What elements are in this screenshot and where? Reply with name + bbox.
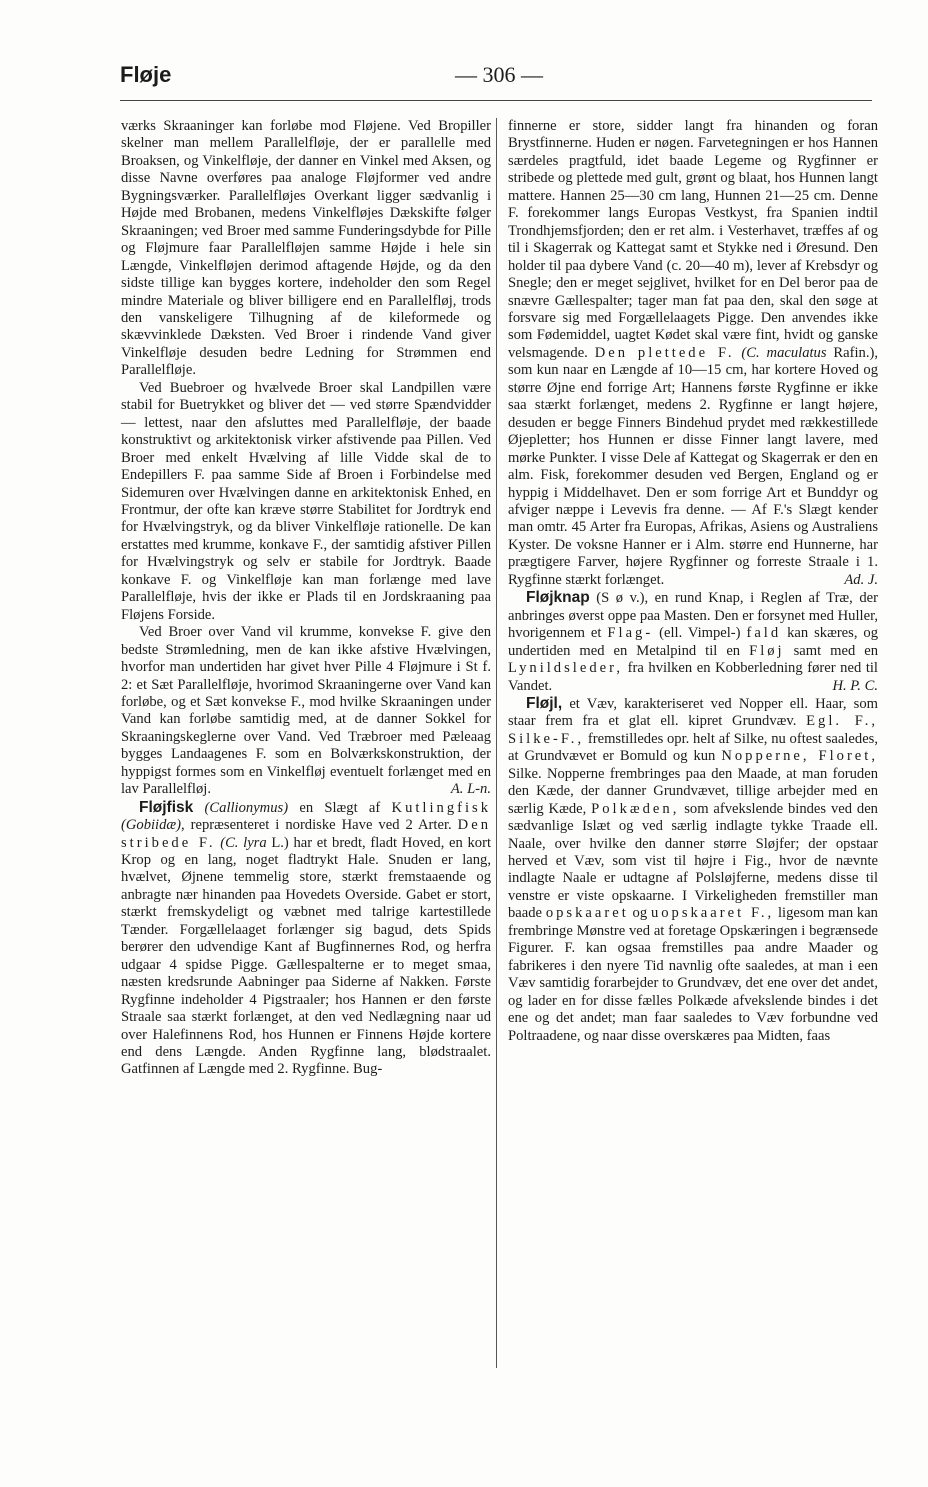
- author-signature: Ad. J.: [844, 571, 878, 588]
- entry-text: (ell. Vimpel-): [659, 625, 741, 642]
- paragraph-text: Rafin.), som kun naar en Længde af 10—15 cm, har kortere Hoved og større Øjne end forrige Art; Hannens første Rygfinne er ikke saa stærkt forlænget, medens 2. Rygfinne er langt højere, desuden er begge Finners Bindehud prydet med rækkestillede Øjepletter; hos Hunnen er disse Finner langt lavere, med mørke Punkter. I visse Dele af Kattegat og Skagerrak er den en alm. Fisk, forekommer desuden ved Bergen, England og er hyppig i Middelhavet. Den er som forrige Art et Bunddyr og afviger næppe i Levevis fra denne. — Af F.'s Slægt kender man omtr. 45 Arter fra Europas, Afrikas, Asiens og Australiens Kyster. De voksne Hanner er i Alm. større end Hunnerne, har prægtigere Farver, højere Rygfinner og forreste Straale i 1. Rygfinne stærkt forlænget.: [508, 344, 878, 588]
- paragraph: Ved Buebroer og hvælvede Broer skal Landpillen være stabil for Buetrykket og bliver det — ved større Spændvidder — lettest, naar den afsluttes med Parallelfløje, der baade konstruktivt og arkitektonisk virker afstivende paa Pillen. Ved Broer med enkelt Hvælving af lille Vidde skal de to Endepillers F. paa samme Side af Broen i Forbindelse med Sidemuren over Hvælvingen danne en arkitektonisk Enhed, en Frontmur, der ofte kan kræve større Stabilitet for Jordtryk end for Hvælvingstryk, og da bliver Vinkelfløje rationelle. De kan erstattes med krumme, konkave F., der samtidig afstiver Pillen for Hvælvingstryk og selv er stabile for Jordtryk. Baade konkave F. og Vinkelfløje kan man forlænge med lave Parallelfløje, hvis der ikke er Plads til en Jordskraaning paa Fløjens Forside.: [121, 379, 491, 623]
- latin-name: (C. maculatus: [741, 344, 827, 361]
- spaced-term: Nopperne, Floret,: [721, 748, 878, 765]
- page-number: — 306 —: [455, 62, 543, 87]
- entry-text: et Væv, karakteriseret ved Nopper ell. Haar, som staar frem fra et glat ell. kipret Grundvæv.: [508, 695, 878, 730]
- entry-text: Silke. Nopperne frembringes paa den Maade, at man foruden den Kæde, der danner Grundvævet, tillige arbejder med en særlig Kæde,: [508, 765, 878, 817]
- author-signature: H. P. C.: [832, 677, 878, 694]
- entry-text: L.) har et bredt, fladt Hoved, en kort Krop og en lang, noget fladtrykt Hale. Snuden er lang, hvælvet, Øjnene temmelig store, stærkt fremstaaende og anbragte nær hinanden paa Hovedets Overside. Gabet er stort, stærkt fremskydeligt og væbnet med talrige kartestillede Tænder. Forgællelaaget forlænger sig bagud, dets Spids berører den udvendige Kant af Bugfinnernes Rod, og herfra udgaar 4 spidse Pigge. Gællespalterne er to meget smaa, næsten kredsrunde Aabninger paa Siderne af Nakken. Første Rygfinne indeholder 4 Pigstraaler; hos Hannen er den første Straale saa stærkt forlænget, at den ved Nedlægning naar ud over Halefinnens Rod, hos Hunnen er Finnens Højde kortere end dens Længde. Anden Rygfinne lang, blødstraalet. Gatfinnen af Længde med 2. Rygfinne. Bug-: [121, 834, 492, 1078]
- headword: Fløjfisk: [139, 798, 194, 816]
- entry-text: fra hvilken en Kobberledning fører ned til Vandet.: [508, 660, 878, 694]
- paragraph: værks Skraaninger kan forløbe mod Fløjene. Ved Bropiller skelner man mellem Parallelfløje, der er parallelle med Broaksen, og Vinkelfløje, der danner en Vinkel med Aksen, og disse Navne overføres paa analoge Fløjformer ved andre Bygningsværker. Parallelfløjes Overkant ligger sædvanlig i Højde med Brobanen, medens Vinkelfløjes Dækskifte følger Skraaningen; ved Broer med samme Funderingsdybde for Pille og Fløjmure faar Parallelfløjen samme Højde i hele sin Længde, Vinkelfløjen derimod aftagende Højde, og da den sidste tillige kan bygges kortere, indeholder den som Regel mindre Materiale og bliver billigere end en Parallelfløj, trods den vanskeligere Tilhugning af de kileformede og skævvinklede Dæksten. Ved Broer i rindende Vand giver Vinkelfløje desuden bedre Ledning for Strømmen end Parallelfløje.: [121, 118, 491, 379]
- running-headword: Fløje: [120, 62, 172, 87]
- spaced-term: Fløj: [749, 642, 785, 659]
- entry-text: en Slægt af: [299, 799, 381, 816]
- left-column: [121, 118, 491, 1079]
- entry-text: fremstilledes opr. helt af Silke, nu oftest saaledes, at Grundvævet er Bomuld og kun: [508, 730, 878, 765]
- spaced-term: Den stribede F.: [121, 817, 491, 851]
- spaced-term: uopskaaret F.,: [650, 905, 775, 922]
- entry-text: og: [632, 905, 648, 922]
- entry-text: repræsenteret i nordiske Have ved 2 Arter.: [190, 817, 452, 834]
- author-signature: A. L-n.: [450, 781, 491, 798]
- headword: Fløjl,: [526, 694, 563, 712]
- latin-name: (Gobiidæ),: [121, 817, 185, 834]
- right-column: [508, 118, 878, 1045]
- entry-floejknap: [508, 589, 878, 695]
- entry-text: som afvekslende bindes ved den sædvanlige Islæt og ved særlig indlagte tykke Traade ell. Naale, over hvilke den danner større Sløjfer; der opstaar herved et Væv, som vist til højre i Fig., hvor de nævnte indlagte Naale er udtagne af Polsløjferne, medens disse til venstre er viste opskaarne. I Virkeligheden fremstiller man baade: [508, 800, 878, 922]
- header-rule: [120, 100, 872, 101]
- spaced-term: Egl. F., Silke-F.,: [508, 713, 879, 747]
- latin-name: (C. lyra: [220, 834, 267, 851]
- spaced-term: Lynildsleder,: [508, 660, 624, 677]
- entry-floejfisk: [121, 799, 491, 1079]
- headword: Fløjknap: [526, 589, 590, 607]
- entry-floejl: [508, 695, 878, 1045]
- spaced-term: Polkæden,: [591, 800, 680, 817]
- column-divider: [496, 118, 497, 1368]
- entry-text: samt med en: [793, 642, 878, 659]
- entry-text: kan skæres, og undertiden med en Metalpind til en: [508, 625, 879, 659]
- latin-name: (Callionymus): [204, 799, 289, 816]
- page-header: [120, 62, 870, 92]
- paragraph-text: finnerne er store, sidder langt fra hinanden og foran Brystfinnerne. Huden er nøgen. Farvetegningen er hos Hannen særdeles pragtfuld, idet baade Legeme og Rygfinner er stribede og plettede med gult, grønt og blaat, hos Hunnen langt mattere. Hannen 25—30 cm lang, Hunnen 21—25 cm. Denne F. forekommer langs Europas Vestkyst, fra Spanien indtil Trondhjemsfjorden; den er ret alm. i Vesterhavet, træffes af og til i Skagerrak og Kattegat samt et Stykke ned i Øresund. Den holder til paa dybere Vand (c. 20—40 m), lever af Krebsdyr og Snegle; den er meget sejglivet, hvilket for en Del beror paa de snævre Gællespalter; tager man fat paa den, skal den søge at forsvare sig med Forgællelaagets Pigge. Den anvendes ikke som Fødemiddel, uagtet Kødet skal være fint, hvidt og ganske velsmagende.: [508, 118, 878, 361]
- spaced-term: Kutlingfisk: [391, 799, 492, 816]
- spaced-term: Flag-: [607, 625, 654, 642]
- paragraph-text: Ved Broer over Vand vil krumme, konvekse F. give den bedste Strømledning, men de kan ikke afstive Hvælvingen, hvorfor man undertiden har givet hver Pille 4 Fløjmure i St f. 2: et Sæt Parallelfløje, hvorimod Skraaningerne over Vand kan forløbe, og et Sæt konvekse F., mod hvilke Skraaningen under Vand kan forløbe samtidig med, at de danner Sokkel for Skraaningskeglerne over Vand. Ved Træbroer med Pæleaag bygges Landaagenes F. som en Bolværkskonstruktion, der hyppigst formes som en Vinkelfløj eventuelt forlænget med en lav Parallelfløj.: [121, 624, 491, 798]
- paragraph: [508, 118, 878, 589]
- spaced-term: Den plettede F.: [594, 344, 735, 361]
- paragraph: [121, 624, 491, 799]
- spaced-term: fald: [746, 625, 782, 642]
- spaced-term: opskaaret: [545, 905, 629, 922]
- entry-text: (S ø v.), en rund Knap, i Reglen af Træ, der anbringes øverst oppe paa Masten. Den er forsynet med Huller, hvorigennem et: [508, 590, 878, 642]
- entry-text: ligesom man kan frembringe Mønstre ved at foretage Opskæringen i begrænsede Figurer. F. kan ogsaa fremstilles paa andre Maader og fabrikeres i den nyere Tid navnlig ofte saaledes, at man i een Væv samtidig forarbejder to Grundvæv, det ene over det andet, og lader en for disse fælles Polkæde afvekslende bindes i det ene og det andet; man faar saaledes to Væv forbundne ved Poltraadene, og naar disse overskæres paa Midten, faas: [508, 905, 878, 1044]
